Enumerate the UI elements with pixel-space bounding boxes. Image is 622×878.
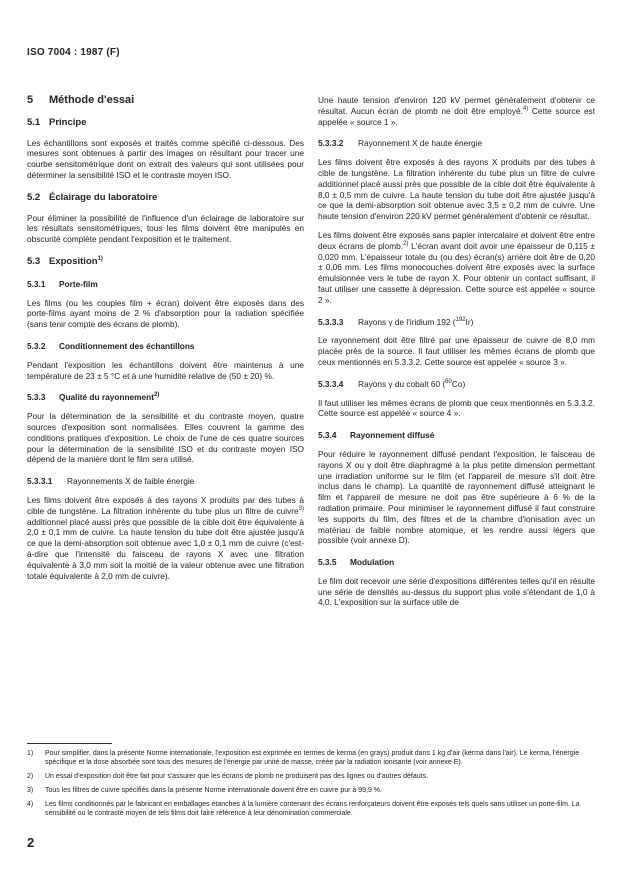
section-5-3-5-heading: 5.3.5 Modulation <box>318 557 395 568</box>
section-5-3-3-text: Pour la détermination de la sensibilité et du contraste moyen, quatre sources d'exposition sont normalisées. Elles couvrent la gamme des conditions pratiques d'exposition. Le choix de l'une de ces quatre sources pour la détermination de la sensibilité ISO et du contraste moyen ISO dépend de la manière dont le film sera utilisé. <box>27 411 304 465</box>
section-5-3-3-2-heading: 5.3.3.2 Rayonnement X de haute énergie <box>318 138 483 149</box>
footnote-ref: 4) <box>522 106 529 113</box>
section-5-3-2-text: Pendant l'exposition les échantillons doivent être maintenus à une température de 23 ± 5 °C et à une humidité relative de (50 ± 20) %. <box>27 359 304 381</box>
footnote-divider <box>27 743 112 744</box>
section-5-3-3-2-text-2: Les films doivent être exposés sans papier intercalaire et doivent être entre deux écrans de plomb.$^{2)}$ L'écran avant doit avoir une épaisseur de 0,115 ± 0,020 mm. L'épaisseur totale du (ou des) écran(s) arrière doit être de 0,20 ± 0,06 mm. Les films monocouches doivent être exposés avec la surface émulsionnée vers le tube de rayon X. Pour obtenir un contact suffisant, il faut utiliser une cassette à dépression. Cette source est appelée « source 2 ». <box>318 229 595 305</box>
footnote-3: 3) Tous les filtres de cuivre spécifiés dans la présente Norme internationale doivent être en cuivre pur à 99,9 %. <box>27 787 382 794</box>
section-5-3-3-4-text: Il faut utiliser les mêmes écrans de plomb que ceux mentionnés en 5.3.3.2. Cette source est appelée « source 4 ». <box>318 397 595 419</box>
section-5-3-3-2-text-1: Les films doivent être exposés à des rayons X produits par des tubes à cible de tungstène. La filtration inhérente du tube plus un filtre de cuivre additionnel placé aussi près que possible de la cible doit être équivalente à 8,0 ± 0,5 mm de cuivre. La haute tension du tube doit être ajustée jusqu'à ce que la demi-absorption soit obtenue avec 3,5 ± 0,2 mm de cuivre. Une haute tension d'environ 220 kV permet généralement d'obtenir ce résultat. <box>318 157 595 222</box>
footnotes <box>27 749 595 823</box>
section-5-3-3-3-heading: 5.3.3.3 Rayons γ de l'iridium 192 ($^{192}$Ir) <box>318 316 474 327</box>
section-5-3-3-1-heading: 5.3.3.1 Rayonnements X de faible énergie <box>27 476 195 487</box>
section-5-3-2-heading: 5.3.2 Conditionnement des échantillons <box>27 340 195 351</box>
section-5-3-3-heading: 5.3.3 Qualité du rayonnement$^{2)}$ <box>27 392 160 403</box>
footnote-ref: 2) <box>153 392 160 399</box>
right-column <box>318 95 595 616</box>
left-column <box>27 95 304 589</box>
section-5-3-1-heading: 5.3.1 Porte-film <box>27 278 98 289</box>
section-5-2-heading: 5.2 Éclairage du laboratoire <box>27 191 158 203</box>
section-5-heading: 5 Méthode d'essai <box>27 94 135 106</box>
section-5-3-5-text: Le film doit recevoir une série d'expositions différentes telles qu'il en résulte une série de densités au-dessus du support plus voile s'étendant de 1,0 à 4,0. L'exposition sur la surface utile de <box>318 575 595 608</box>
footnote-2: 2) Un essai d'exposition doit être fait pour s'assurer que les écrans de plomb ne produisent pas des lignes ou d'autres défauts. <box>27 773 429 780</box>
document-header: ISO 7004 : 1987 (F) <box>27 47 120 58</box>
section-5-1-heading: 5.1 Principe <box>27 116 87 128</box>
section-5-3-3-1-text: Les films doivent être exposés à des rayons X produits par des tubes à cible de tungstène. La filtration inhérente du tube plus un filtre de cuivre$^{3)}$ additionnel placé aussi près que possible de la cible doit être équivalente à 2,0 ± 0,1 mm de cuivre. La haute tension du tube doit être ajustée jusqu'à ce que la demi-absorption soit obtenue avec 1,0 ± 0,1 mm de cuivre (c'est-à-dire que l'intensité du faisceau de rayons X avec une filtration équivalente à 3,0 mm soit la moitié de la valeur obtenue avec une filtration totale équivalente à 2,0 mm de cuivre). <box>27 494 304 581</box>
footnote-ref: 3) <box>298 505 304 512</box>
footnote-ref: 2) <box>403 241 409 247</box>
footnote-1: 1) Pour simplifier, dans la présente Norme internationale, l'exposition est exprimée en termes de kerma (en grays) produit dans 1 kg d'air (kerma dans l'air). Le kerma, l'énergie spécifique et la dose absorbée sont tous des mesures de l'énergie par unité de masse, créée par la radiation ionisante (voir annexe E). <box>27 750 580 766</box>
page-number: 2 <box>27 835 35 850</box>
section-5-1-text: Les échantillons sont exposés et traités comme spécifié ci-dessous. Des mesures sont obtenues à partir des images on résultant pour tracer une courbe sensitométrique dont on extrait des valeurs qui sont utilisées pour déterminer la sensibilité ISO et le contraste moyen ISO. <box>27 137 304 180</box>
section-5-3-1-text: Les films (ou les couples film + écran) doivent être exposés dans des porte-films ayant moins de 2 % d'absorption pour la radiation spécifiée (sans tenir compte des écrans de plomb). <box>27 297 304 330</box>
section-5-3-4-heading: 5.3.4 Rayonnement diffusé <box>318 430 435 441</box>
section-5-3-heading: 5.3 Exposition$^{1)}$ <box>27 255 103 267</box>
section-5-3-4-text: Pour réduire le rayonnement diffusé pendant l'exposition, le faisceau de rayons X ou γ doit être diaphragmé à la plus petite dimension permettant une irradiation uniforme sur le film (et l'appareil de mesure s'il doit être inclus dans le champ). La quantité de rayonnement diffusé atteignant le film et l'appareil de mesure ne doit pas être supérieure à 6 % de la radiation primaire. Pour minimiser le rayonnement diffusé il faut construire les supports du film, des filtres et de la chambre d'ionisation avec un matériau de faible nombre atomique, et les rendre aussi légers que possible (voir annexe D). <box>318 448 595 546</box>
footnote-ref: 1) <box>97 255 103 262</box>
section-5-3-3-3-text: Le rayonnement doit être filtré par une épaisseur de cuivre de 8,0 mm placée près de la source. Il faut utiliser les mêmes écrans de plomb que ceux mentionnés en 5.3.3.2. Cette source est appelée « source 3 ». <box>318 335 595 367</box>
continued-text: Une haute tension d'environ 120 kV permet généralement d'obtenir ce résultat. Aucun écran de plomb ne doit être employé.$^{4)}$ Cette source est appelée « source 1 ». <box>318 95 596 127</box>
section-5-2-text: Pour éliminer la possibilité de l'influence d'un éclairage de laboratoire sur les résultats sensitométriques, tous les films doivent être manipulés en obscurité complète pendant l'exposition et le traitement. <box>27 212 304 245</box>
section-5-3-3-4-heading: 5.3.3.4 Rayons γ du cobalt 60 ($^{60}$Co) <box>318 378 466 389</box>
footnote-4: 4) Les films conditionnés par le fabricant en emballages étanches à la lumière contenant des écrans renforçateurs doivent être exposés tels quels sans utiliser un porte-film. La sensibilité ou le contraste moyen de tels films doit faire référence à leur dénomination commerciale. <box>27 801 580 817</box>
